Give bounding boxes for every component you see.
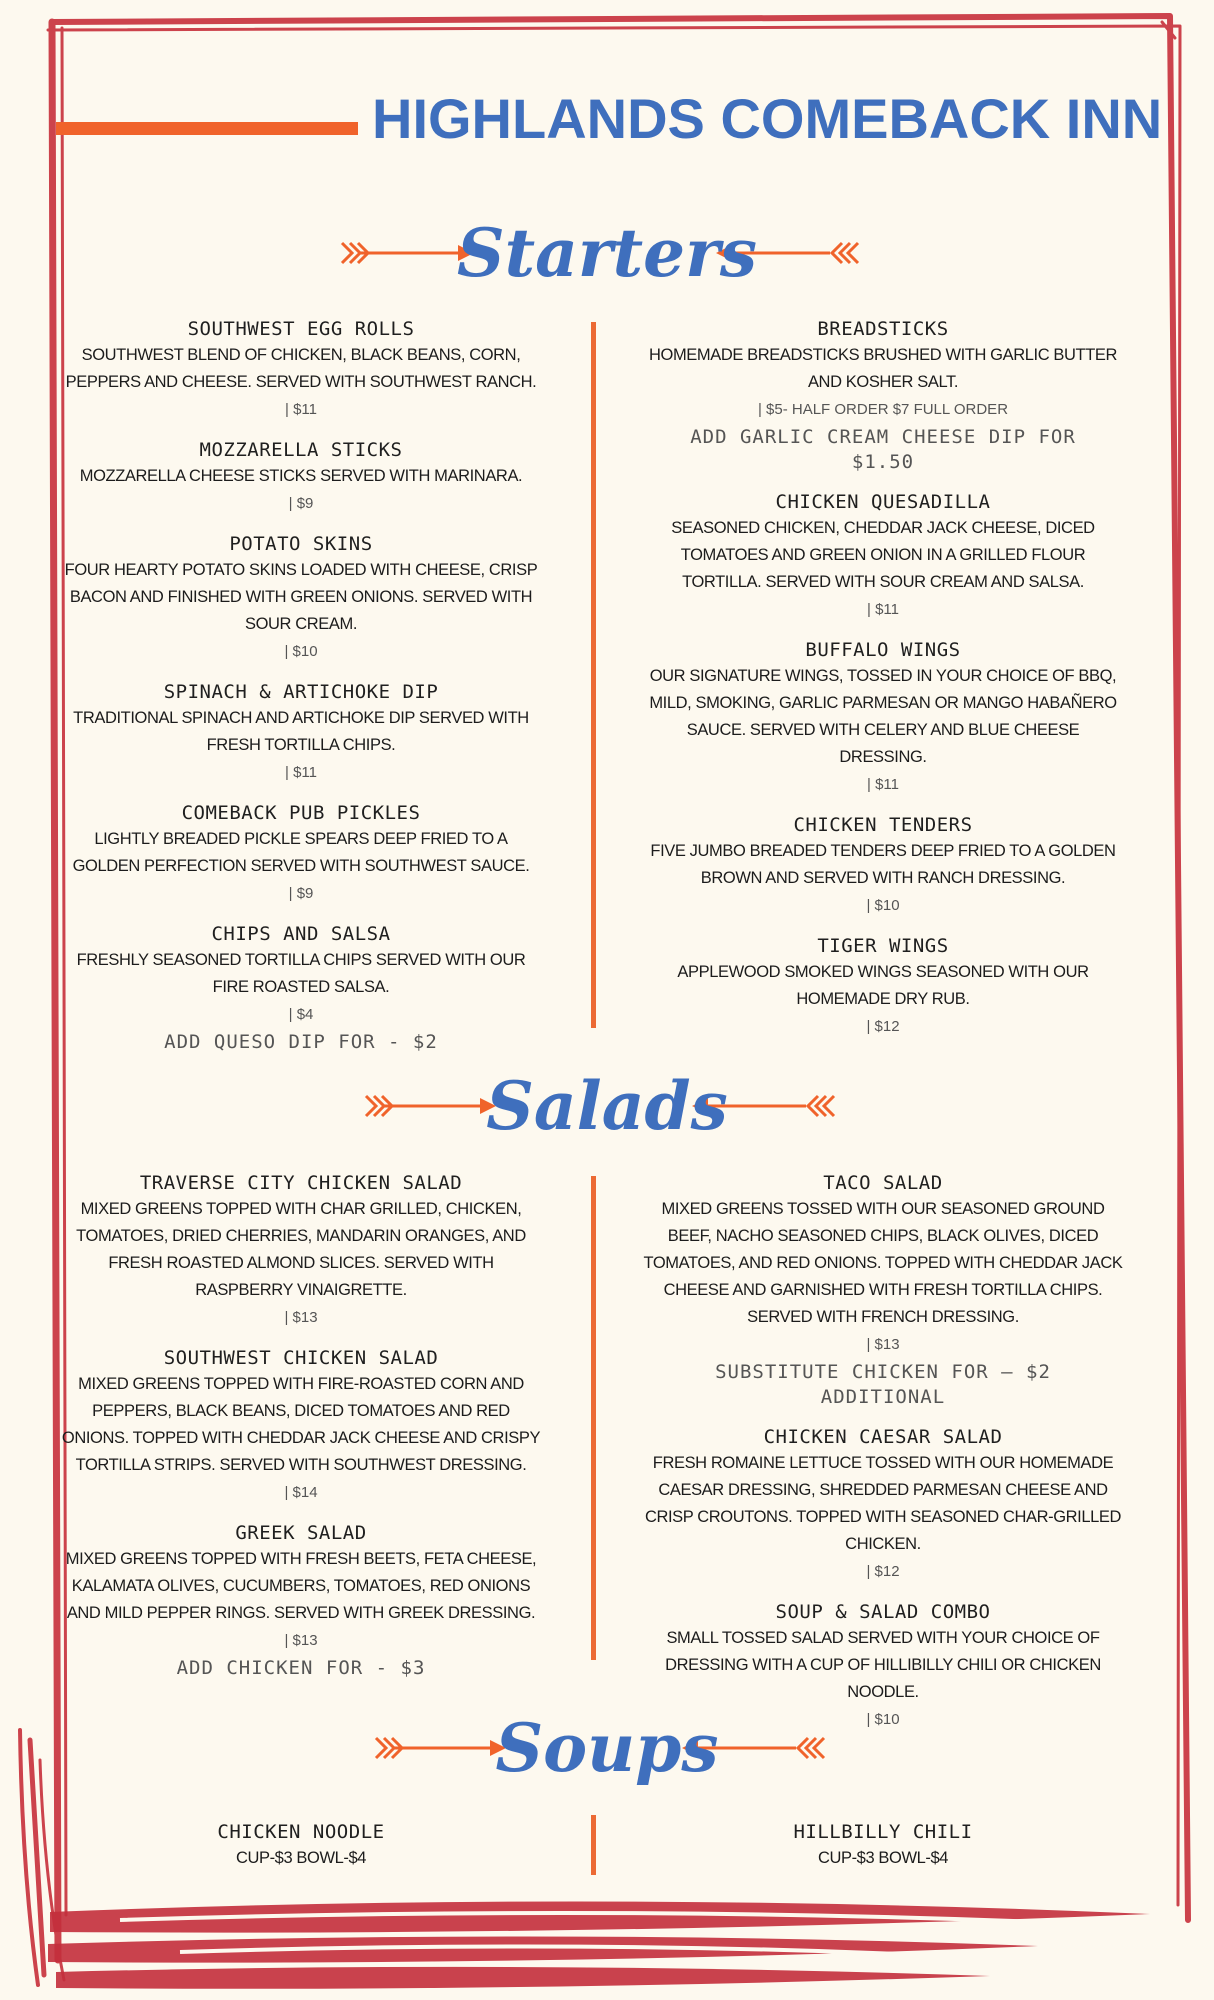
item-description: MOZZARELLA CHEESE STICKS SERVED WITH MARINARA. bbox=[79, 467, 523, 485]
section-title: Starters bbox=[456, 214, 758, 292]
menu-item bbox=[60, 437, 542, 517]
item-name: HILLBILLY CHILI bbox=[793, 1821, 973, 1843]
add-on-note: ADD CHICKEN FOR - $3 bbox=[176, 1657, 426, 1679]
section-header-soups bbox=[0, 1700, 1214, 1796]
item-description: MIXED GREENS TOPPED WITH FIRE-ROASTED CORN AND PEPPERS, BLACK BEANS, DICED TOMATOES AND RED ONIONS. TOPPED WITH CHEDDAR JACK CHEESE AND CRISPY TORTILLA STRIPS. SERVED WITH SOUTHWEST DRESSING. bbox=[61, 1375, 541, 1474]
item-name: SOUTHWEST CHICKEN SALAD bbox=[163, 1347, 439, 1369]
menu-item bbox=[642, 1170, 1124, 1410]
item-price: | $11 bbox=[285, 401, 317, 418]
item-name: TIGER WINGS bbox=[817, 935, 949, 957]
item-name: TACO SALAD bbox=[823, 1172, 943, 1194]
item-name: GREEK SALAD bbox=[235, 1522, 367, 1544]
item-name: SPINACH & ARTICHOKE DIP bbox=[163, 681, 439, 703]
item-name: BUFFALO WINGS bbox=[805, 639, 961, 661]
restaurant-name: HIGHLANDS COMEBACK INN bbox=[372, 87, 1163, 150]
item-price: | $13 bbox=[284, 1632, 318, 1649]
menu-item bbox=[60, 921, 542, 1055]
menu-item bbox=[60, 1345, 542, 1506]
column-divider bbox=[591, 1176, 596, 1660]
item-name: CHICKEN TENDERS bbox=[793, 814, 973, 836]
column-divider bbox=[591, 322, 596, 1028]
item-price: | $13 bbox=[866, 1336, 900, 1353]
item-description: MIXED GREENS TOSSED WITH OUR SEASONED GROUND BEEF, NACHO SEASONED CHIPS, BLACK OLIVES, DICED TOMATOES, AND RED ONIONS. TOPPED WITH CHEDDAR JACK CHEESE AND GARNISHED WITH FRESH TORTILLA CHIPS. SERVED WITH FRENCH DRESSING. bbox=[643, 1200, 1123, 1326]
item-name: MOZZARELLA STICKS bbox=[199, 439, 403, 461]
item-name: BREADSTICKS bbox=[817, 318, 949, 340]
column-divider bbox=[591, 1815, 596, 1875]
item-name: POTATO SKINS bbox=[229, 533, 373, 555]
salads-left-column bbox=[60, 1170, 542, 1695]
item-price: | $4 bbox=[288, 1006, 314, 1023]
menu-item bbox=[60, 1170, 542, 1331]
item-price: CUP-$3 BOWL-$4 bbox=[235, 1849, 367, 1867]
soups-right-column bbox=[642, 1819, 1124, 1872]
item-price: | $11 bbox=[867, 776, 899, 793]
salads-right-column bbox=[642, 1170, 1124, 1747]
menu-item bbox=[642, 316, 1124, 475]
item-description: HOMEMADE BREADSTICKS BRUSHED WITH GARLIC BUTTER AND KOSHER SALT. bbox=[649, 346, 1117, 391]
item-description: FOUR HEARTY POTATO SKINS LOADED WITH CHEESE, CRISP BACON AND FINISHED WITH GREEN ONIONS. SERVED WITH SOUR CREAM. bbox=[64, 561, 538, 633]
item-price: | $13 bbox=[284, 1309, 318, 1326]
item-name: COMEBACK PUB PICKLES bbox=[181, 802, 421, 824]
soups-left-column bbox=[60, 1819, 542, 1872]
menu-item bbox=[60, 531, 542, 665]
item-price: CUP-$3 BOWL-$4 bbox=[817, 1849, 949, 1867]
item-price: | $11 bbox=[867, 601, 899, 618]
item-price: | $9 bbox=[288, 495, 314, 512]
item-description: FRESH ROMAINE LETTUCE TOSSED WITH OUR HOMEMADE CAESAR DRESSING, SHREDDED PARMESAN CHEESE AND CRISP CROUTONS. TOPPED WITH SEASONED CHAR-GRILLED CHICKEN. bbox=[644, 1454, 1122, 1553]
menu-item bbox=[642, 1424, 1124, 1585]
item-price: | $12 bbox=[866, 1018, 900, 1035]
starters-right-column bbox=[642, 316, 1124, 1054]
item-description: OUR SIGNATURE WINGS, TOSSED IN YOUR CHOICE OF BBQ, MILD, SMOKING, GARLIC PARMESAN OR MANGO HABAÑERO SAUCE. SERVED WITH CELERY AND BLUE CHEESE DRESSING. bbox=[649, 667, 1117, 766]
item-description: SEASONED CHICKEN, CHEDDAR JACK CHEESE, DICED TOMATOES AND GREEN ONION IN A GRILLED FLOUR TORTILLA. SERVED WITH SOUR CREAM AND SALSA. bbox=[671, 519, 1095, 591]
menu-item bbox=[642, 489, 1124, 623]
menu-item bbox=[642, 637, 1124, 798]
menu-item bbox=[60, 316, 542, 423]
item-name: CHICKEN QUESADILLA bbox=[775, 491, 991, 513]
item-price: | $5- HALF ORDER $7 FULL ORDER bbox=[757, 401, 1009, 418]
item-description: MIXED GREENS TOPPED WITH FRESH BEETS, FETA CHEESE, KALAMATA OLIVES, CUCUMBERS, TOMATOES, RED ONIONS AND MILD PEPPER RINGS. SERVED WITH GREEK DRESSING. bbox=[65, 1550, 537, 1622]
section-title: Soups bbox=[495, 1709, 719, 1787]
title-accent-bar bbox=[56, 122, 358, 135]
menu-item bbox=[642, 812, 1124, 919]
section-title: Salads bbox=[486, 1067, 728, 1145]
item-name: CHIPS AND SALSA bbox=[211, 923, 391, 945]
menu-item bbox=[60, 800, 542, 907]
item-price: | $14 bbox=[284, 1484, 318, 1501]
menu-item bbox=[642, 933, 1124, 1040]
item-price: | $10 bbox=[284, 643, 318, 660]
section-header-starters bbox=[0, 205, 1214, 301]
item-description: FIVE JUMBO BREADED TENDERS DEEP FRIED TO A GOLDEN BROWN AND SERVED WITH RANCH DRESSING. bbox=[650, 842, 1116, 887]
item-description: FRESHLY SEASONED TORTILLA CHIPS SERVED WITH OUR FIRE ROASTED SALSA. bbox=[76, 951, 526, 996]
item-description: TRADITIONAL SPINACH AND ARTICHOKE DIP SERVED WITH FRESH TORTILLA CHIPS. bbox=[73, 709, 529, 754]
item-price: | $9 bbox=[288, 885, 314, 902]
item-price: | $10 bbox=[866, 897, 900, 914]
add-on-note: ADD QUESO DIP FOR - $2 bbox=[164, 1031, 438, 1053]
add-on-note: ADD GARLIC CREAM CHEESE DIP FOR $1.50 bbox=[690, 426, 1076, 473]
item-price: | $10 bbox=[866, 1711, 900, 1728]
header bbox=[0, 80, 1214, 150]
menu-item bbox=[60, 679, 542, 786]
starters-left-column bbox=[60, 316, 542, 1069]
item-name: SOUTHWEST EGG ROLLS bbox=[187, 318, 415, 340]
item-description: SOUTHWEST BLEND OF CHICKEN, BLACK BEANS, CORN, PEPPERS AND CHEESE. SERVED WITH SOUTHWEST RANCH. bbox=[65, 346, 537, 391]
item-price: | $12 bbox=[866, 1563, 900, 1580]
item-description: SMALL TOSSED SALAD SERVED WITH YOUR CHOICE OF DRESSING WITH A CUP OF HILLIBILLY CHILI OR CHICKEN NOODLE. bbox=[665, 1629, 1101, 1701]
item-name: CHICKEN NOODLE bbox=[217, 1821, 385, 1843]
item-name: CHICKEN CAESAR SALAD bbox=[763, 1426, 1003, 1448]
item-name: SOUP & SALAD COMBO bbox=[775, 1601, 991, 1623]
section-header-salads bbox=[0, 1058, 1214, 1154]
add-on-note: SUBSTITUTE CHICKEN FOR — $2 ADDITIONAL bbox=[715, 1361, 1051, 1408]
item-description: APPLEWOOD SMOKED WINGS SEASONED WITH OUR HOMEMADE DRY RUB. bbox=[677, 963, 1089, 1008]
item-name: TRAVERSE CITY CHICKEN SALAD bbox=[139, 1172, 463, 1194]
item-description: MIXED GREENS TOPPED WITH CHAR GRILLED, CHICKEN, TOMATOES, DRIED CHERRIES, MANDARIN ORANGES, AND FRESH ROASTED ALMOND SLICES. SERVED WITH RASPBERRY VINAIGRETTE. bbox=[76, 1200, 526, 1299]
menu-item bbox=[60, 1520, 542, 1681]
item-description: LIGHTLY BREADED PICKLE SPEARS DEEP FRIED TO A GOLDEN PERFECTION SERVED WITH SOUTHWEST SAUCE. bbox=[72, 830, 530, 875]
item-price: | $11 bbox=[285, 764, 317, 781]
